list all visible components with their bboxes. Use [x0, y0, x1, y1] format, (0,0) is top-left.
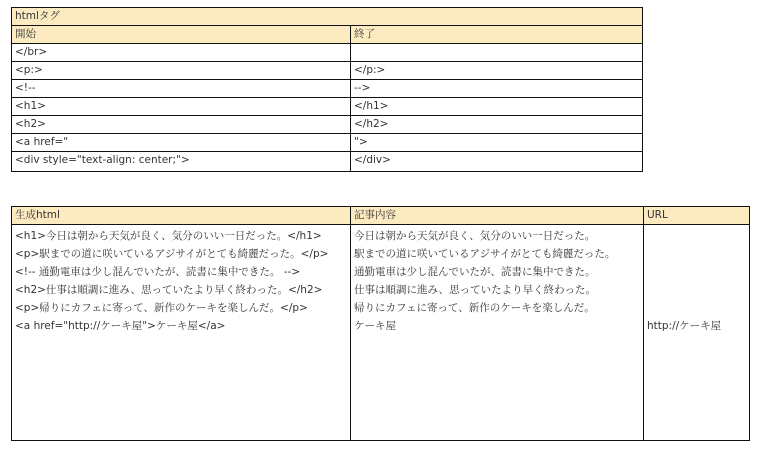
article-content-lines	[354, 227, 641, 335]
list-item: ケーキ屋	[354, 320, 396, 332]
tag-table-title-row	[12, 8, 642, 26]
table-row	[12, 134, 642, 152]
header-cell-article-content[interactable]: 記事内容	[351, 207, 644, 224]
tag-table-header-row	[12, 26, 642, 44]
tag-table-title-cell[interactable]: htmlタグ	[15, 10, 60, 22]
list-item: 駅までの道に咲いているアジサイがとても綺麗だった。	[354, 248, 616, 260]
list-item: <p>駅までの道に咲いているアジサイがとても綺麗だった。</p>	[15, 248, 329, 260]
generated-html-cell[interactable]	[12, 225, 351, 440]
list-item: 今日は朝から天気が良く、気分のいい一日だった。	[354, 230, 596, 242]
list-item: <!-- 通勤電車は少し混んでいたが、読書に集中できた。 -->	[15, 266, 301, 278]
html-tag-table	[11, 7, 643, 172]
table-row	[12, 116, 642, 134]
end-tag-cell[interactable]	[351, 44, 642, 61]
article-content-cell[interactable]	[351, 225, 644, 440]
header-cell-url[interactable]: URL	[647, 209, 668, 221]
start-tag-cell[interactable]: <h2>	[12, 116, 351, 133]
table-row	[12, 62, 642, 80]
list-item: <p>帰りにカフェに寄って、新作のケーキを楽しんだ。</p>	[15, 302, 308, 314]
end-tag-cell[interactable]: </h2>	[354, 118, 389, 130]
start-tag-cell[interactable]: <p:>	[12, 62, 351, 79]
start-tag-cell[interactable]: <div style="text-align: center;">	[12, 152, 351, 171]
header-cell-generated-html[interactable]: 生成html	[12, 207, 351, 224]
table-row	[12, 80, 642, 98]
start-tag-cell[interactable]: <!--	[12, 80, 351, 97]
start-tag-cell[interactable]: <h1>	[12, 98, 351, 115]
table-row	[12, 152, 642, 171]
end-tag-cell[interactable]: </p:>	[354, 64, 386, 76]
header-cell-start[interactable]: 開始	[12, 26, 351, 43]
generated-output-table	[11, 206, 750, 441]
list-item: 仕事は順調に進み、思っていたより早く終わった。	[354, 284, 597, 296]
generated-html-lines	[15, 227, 348, 335]
header-cell-end[interactable]: 終了	[354, 28, 375, 40]
output-table-header-row	[12, 207, 749, 225]
list-item: <a href="http://ケーキ屋">ケーキ屋</a>	[15, 320, 226, 332]
end-tag-cell[interactable]: ">	[354, 136, 368, 148]
list-item: 通勤電車は少し混んでいたが、読書に集中できた。	[354, 266, 596, 278]
end-tag-cell[interactable]: </div>	[354, 154, 391, 166]
table-row	[12, 44, 642, 62]
url-cell[interactable]	[644, 225, 749, 440]
url-value: http://ケーキ屋	[647, 320, 722, 332]
list-item: 帰りにカフェに寄って、新作のケーキを楽しんだ。	[354, 302, 595, 314]
start-tag-cell[interactable]: </br>	[12, 44, 351, 61]
start-tag-cell[interactable]: <a href="	[12, 134, 351, 151]
table-row	[12, 98, 642, 116]
end-tag-cell[interactable]: -->	[354, 82, 371, 94]
list-item: <h1>今日は朝から天気が良く、気分のいい一日だった。</h1>	[15, 230, 322, 242]
end-tag-cell[interactable]: </h1>	[354, 100, 389, 112]
list-item: <h2>仕事は順調に進み、思っていたより早く終わった。</h2>	[15, 284, 323, 296]
